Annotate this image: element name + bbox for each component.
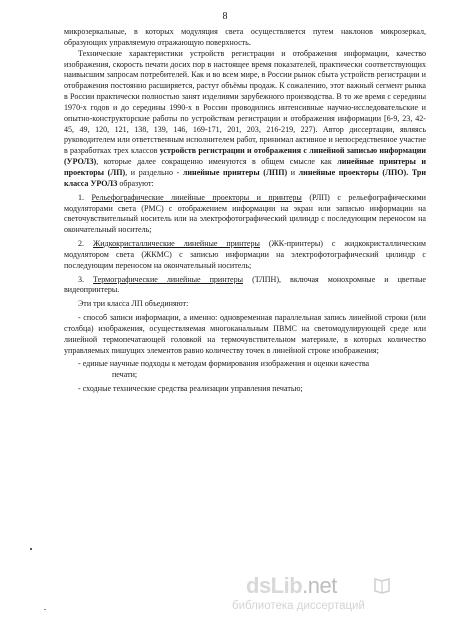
scan-speck (30, 548, 32, 550)
list-item-title: Термографические линейные принтеры (93, 274, 244, 284)
paragraph-continuation: микрозеркальные, в которых модуляция света осуществляется путем наклонов микрозеркал, образующих управляемую отражающую поверхность. (64, 27, 426, 47)
dash-item: - единые научные подходы к методам формирования изображения и оценки качества (78, 359, 370, 369)
paragraph-text: , и раздельно - (125, 167, 180, 177)
paragraph-text: образуют: (119, 178, 154, 188)
list-item-title: Жидкокристаллические линейные принтеры (93, 239, 260, 249)
bold-term-lpo: линейные проекторы (ЛПО). Три класса УРОЛЗ (64, 167, 426, 188)
page-number: 8 (222, 11, 228, 22)
list-item-title: Рельефографические линейные проекторы и принтеры (91, 192, 302, 202)
list-item (64, 239, 426, 272)
watermark-logo-text: dsLib (246, 573, 303, 598)
dash-item-continuation: печати; (112, 370, 138, 380)
paragraph-text: Технические характеристики устройств регистрации и отображения информации, качество изображения, скорость печати досих пор в настоящее время показателей, практически соответствующих наивысшим запросам потребителей. Как и во всем мире, в России рынок сбыта устройств регистрации и отображения постоянно расширяется, растут объёмы продаж. К сожалению, этот важный сегмент рынка в России практически полностью занят изделиями зарубежного производства. В то же время с середины 1970-х годов и до середины 1990-х в России проводились интенсивные научно-исследовательские и опытно-конструкторские работы по устройствам регистрации и отображения информации [6-9, 23, 42-45, 49, 120, 121, 138, 139, 146, 169-171, 201, 203, 216-219, 227). Автор диссертации, являясь руководителем или ответственным исполнителем работ, принимал активное и непосредственное участие в разработках трех классов (64, 48, 426, 156)
list-item-number: 3. (78, 274, 85, 284)
paragraph-text: , которые далее сокращенно именуются в общем смысле как (96, 157, 332, 167)
list-item (64, 193, 426, 236)
page-body (64, 27, 426, 395)
watermark-logo (246, 573, 337, 599)
paragraph-text: и (290, 167, 296, 177)
list-item-number: 1. (78, 192, 85, 202)
watermark (224, 573, 444, 619)
paragraph-characteristics (64, 49, 426, 190)
watermark-logo-tld: .net (302, 573, 337, 598)
bold-term-lp: линейные принтеры и проекторы (ЛП) (64, 157, 426, 177)
paragraph-intro: Эти три класса ЛП объединяют: (78, 299, 189, 309)
scan-speck (44, 609, 46, 610)
list-item-text: (ЖК-принтеры) с жидкокристаллическим модулятором света (ЖКМС) с записью информации на электрофотографический цилиндр с последующим переносом на окончательный носитель; (64, 239, 427, 270)
list-item-number: 2. (78, 239, 85, 249)
bold-term-urolz: устройств регистрации и отображения с линейной записью информации (УРОЛЗ) (64, 146, 426, 167)
book-icon (372, 575, 392, 595)
dash-item: - сходные технические средства реализации управления печатью; (78, 384, 303, 394)
bold-term-lpp: линейные принтеры (ЛПП) (182, 167, 288, 177)
list-item-text: (РЛП) с рельефографическими модуляторами света (РМС) с отображением информации на экран или записью информации на светочувствительный носитель или на электрофотографический цилиндр с последующим переносом на окончательный носитель; (64, 192, 426, 235)
watermark-caption: библиотека диссертаций (232, 600, 365, 612)
list-item-text: (ТЛПН), включая монохромные и цветные видеопринтеры. (64, 274, 426, 295)
list-item (64, 275, 426, 297)
dash-item: - способ записи информации, а именно: одновременная параллельная запись линейной строки (или столбца) изображения, осуществляемая многоканальным ПВМС на светомодулирующей среде или линейной термопечатающей головкой на термочувствительном материале, в которых количество управляемых пишущих элементов равно количеству точек в линейной строке изображения; (64, 313, 426, 355)
